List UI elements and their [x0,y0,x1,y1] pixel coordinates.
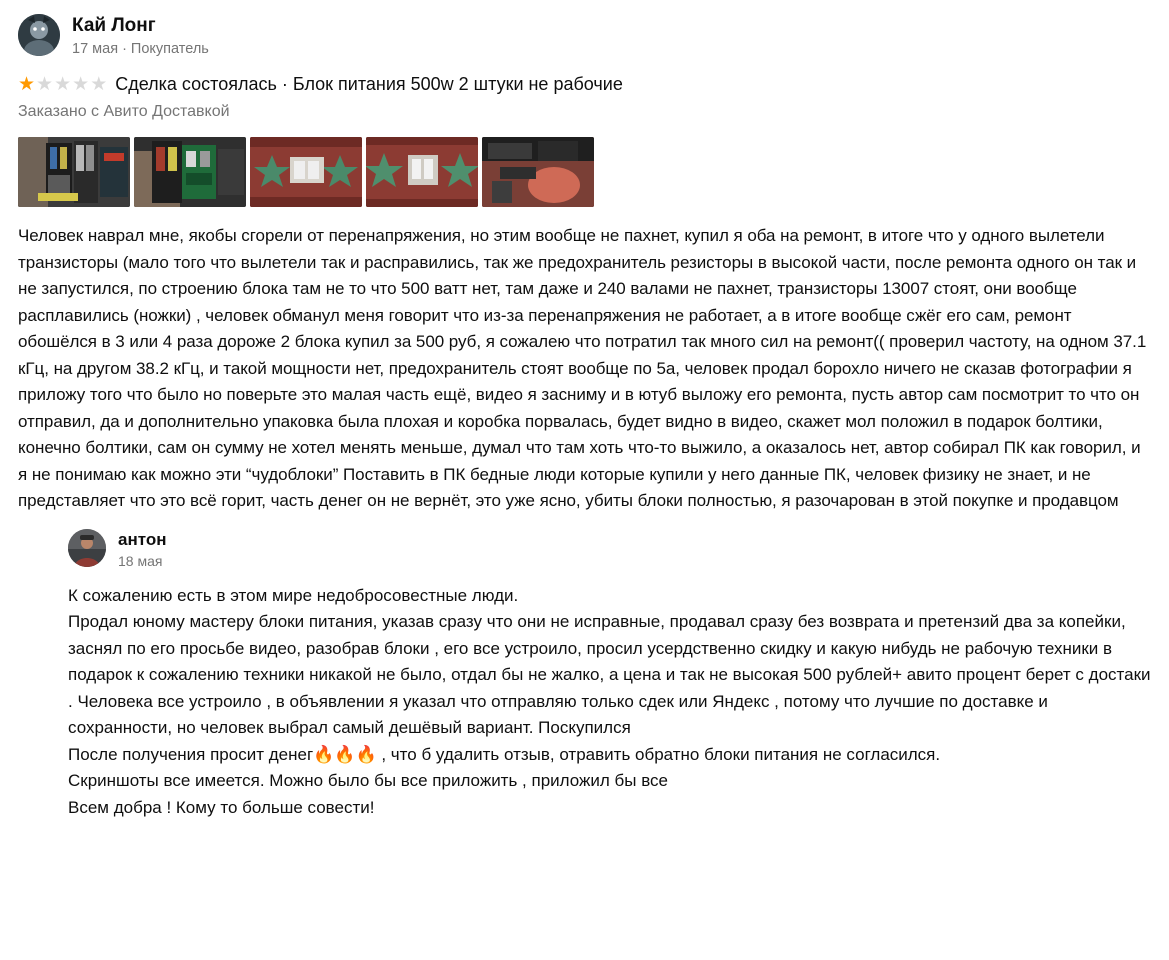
deal-status-text: Сделка состоялась · Блок питания 500w 2 штуки не рабочие [115,74,623,94]
reply-author-block [118,529,166,571]
star-icon: ★ [18,73,36,95]
reply-text [68,583,1151,822]
reply-date: 18 мая [118,552,163,569]
avatar[interactable] [18,14,60,56]
review-photo-thumbnail[interactable] [366,137,478,207]
star-icon: ★ [36,73,54,95]
review-text: Человек наврал мне, якобы сгорели от перенапряжения, но этим вообще не пахнет, купил я оба на ремонт, в итоге что у одного вылетели транзисторы (мало того что вылетели так и расправились, так же предохранитель резисторы в высокой части, после ремонта одного он так и не запустился, по строению блока там не то что 500 ватт нет, там даже и 240 валами не пахнет, транзисторы 13007 стоят, они вообще расплавились (ножки) , человек обманул меня говорит что из-за перенапряжения не работает, а в итоге вообще сжёг его сам, ремонт обошёлся в 3 или 4 раза дороже 2 блока купил за 500 руб, я сожалею что потратил так много сил на ремонт(( проверил частоту, на одном 37.1 кГц, на другом 38.2 кГц, и такой мощности нет, предохранитель стоят вообще по 5а, человек продал борохло ничего не сказав фотографии я приложу того что было но поверьте это малая часть ещё, видео я засниму и в ютуб выложу его ремонта, пусть автор сам посмотрит то что он отправил, да и дополнительно упаковка была плохая и коробка порвалась, будет видно в видео, скажет мол положил в подарок болтики, конечно болтики, сам он сумму не хотел менять меньше, думал что там хоть что-то выжило, а оказалось нет, автор собирал ПК как говорил, и я не понимаю как можно эти “чудоблоки” Поставить в ПК бедные люди которые купили у него данные ПК, человек физику не знает, и не представляет что это всё горит, часть денег он не вернёт, это уже ясно, убиты блоки полностью, я разочарован в этой покупке и продавцом [18,226,1147,510]
review-photo-thumbnail[interactable] [250,137,362,207]
delivery-note: Заказано с Авито Доставкой [18,103,230,120]
star-icon: ★ [72,73,90,95]
review-header [18,14,1151,59]
review-photos [18,137,1151,207]
reply-paragraph: Продал юному мастеру блоки питания, указав сразу что они не исправные, продавал сразу без возврата и претензий два за копейки, заснял по его просьбе видео, разобрав блоки , его все устроило, просил усердственно скидку и какую нибудь не рабочую техники в подарок к сожалению техники никакой не было, отдал бы не жалко, а цена и так не высокая 500 рублей+ авито процент берет с достаки . Человека все устроило , в объявлении я указал что отправляю только сдек или Яндекс , потому что лучшие по доставке и сохранности, но человек выбрал самый дешёвый вариант. Поскупился [68,612,1151,737]
reply-paragraph: После получения просит денег🔥🔥🔥 , что б удалить отзыв, отравить обратно блоки питания не согласился. [68,744,941,764]
reply-avatar[interactable] [68,529,106,567]
reply-paragraph: К сожалению есть в этом мире недобросовестные люди. [68,585,519,605]
reply-paragraph: Скриншоты все имеется. Можно было бы все приложить , приложил бы все [68,771,669,790]
review-photo-thumbnail[interactable] [134,137,246,207]
seller-reply [68,529,1151,822]
star-icon: ★ [54,73,72,95]
star-icon: ★ [90,73,108,95]
review-photo-thumbnail[interactable] [18,137,130,207]
reply-header [68,529,1151,571]
review-meta: 17 мая · Покупатель [72,41,209,57]
review-author-block [72,14,209,59]
reply-paragraph: Всем добра ! Кому то больше совести! [68,797,375,817]
rating-stars [18,75,107,94]
reply-author-name: антон [118,529,167,549]
rating-row [18,73,1151,95]
review-photo-thumbnail[interactable] [482,137,594,207]
review-author-name: Кай Лонг [72,15,156,36]
